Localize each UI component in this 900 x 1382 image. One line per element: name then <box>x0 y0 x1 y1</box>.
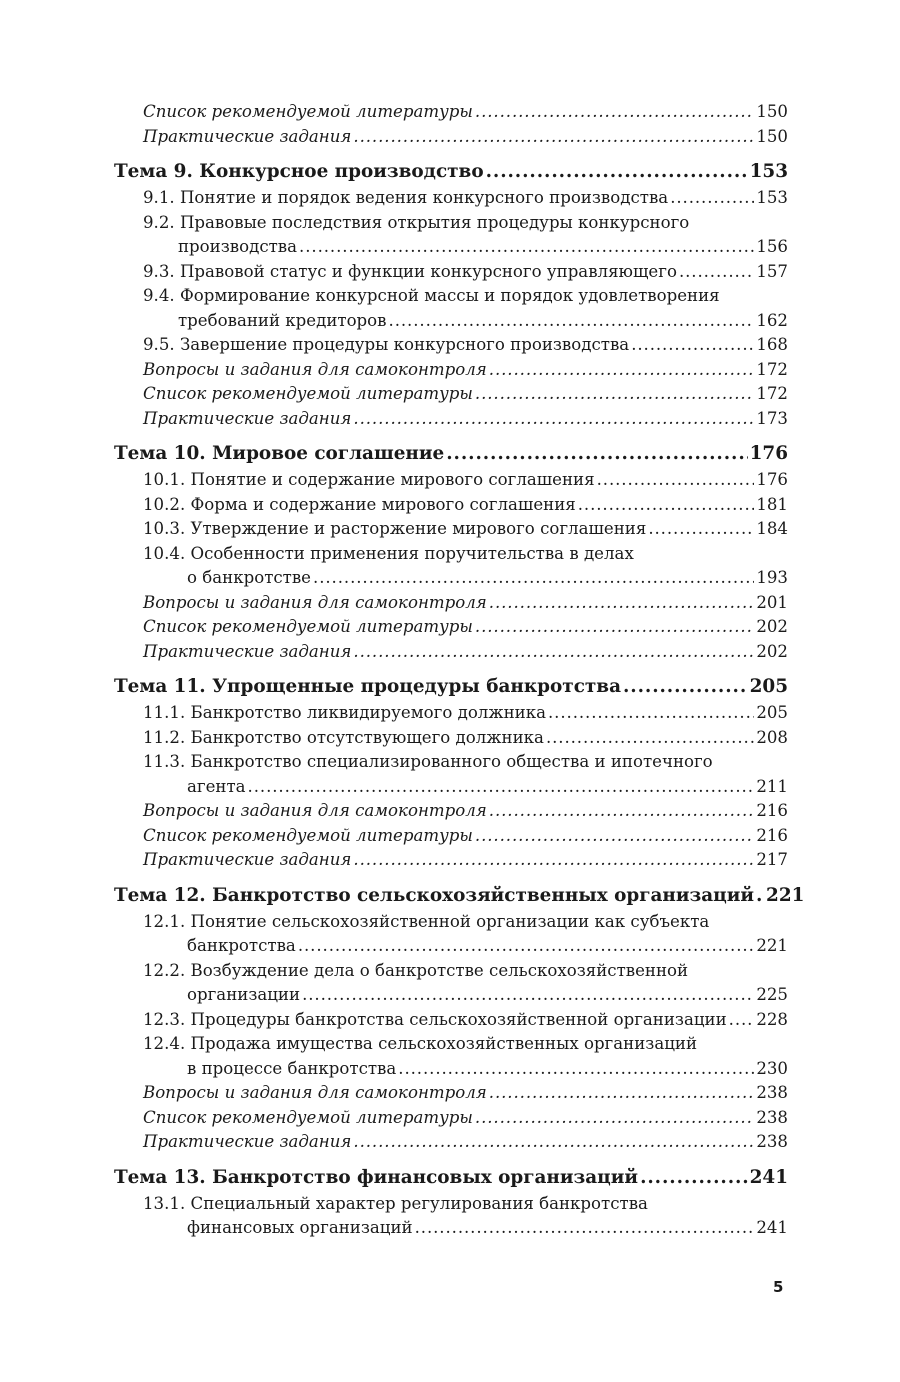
toc-entry-title: Вопросы и задания для самоконтроля <box>143 592 487 612</box>
toc-entry-line <box>143 726 788 751</box>
toc-page-number: 172 <box>756 359 788 379</box>
dot-leader <box>475 824 754 849</box>
dot-leader <box>475 615 754 640</box>
toc-topic-heading[interactable] <box>114 441 788 467</box>
toc-entry-line <box>143 566 788 591</box>
toc-section-item[interactable] <box>114 493 788 518</box>
toc-entry-line <box>114 441 788 467</box>
dot-leader <box>486 159 748 185</box>
toc-entry-line <box>143 1081 788 1106</box>
toc-entry-first-line: 11.3. Банкротство специализированного общества и ипотечного <box>143 752 713 771</box>
dot-leader <box>623 674 748 700</box>
toc-entry-title: Список рекомендуемой литературы <box>143 384 473 403</box>
toc-entry-title: 9.5. Завершение процедуры конкурсного производства <box>143 335 630 354</box>
dot-leader <box>389 309 755 334</box>
toc-entry-line <box>143 1008 788 1033</box>
toc-entry-line <box>143 615 788 640</box>
dot-leader <box>248 775 755 800</box>
toc-entry-line <box>143 1057 788 1082</box>
toc-section-item[interactable] <box>114 517 788 542</box>
toc-section-item[interactable] <box>114 726 788 751</box>
dot-leader <box>353 848 754 873</box>
toc-section-item[interactable] <box>114 750 788 799</box>
toc-entry-line <box>114 674 788 700</box>
toc-misc-item[interactable] <box>114 640 788 665</box>
toc-entry-title: Список рекомендуемой литературы <box>143 825 473 845</box>
toc-entry-line <box>143 775 788 800</box>
toc-page-number: 211 <box>756 776 788 796</box>
toc-entry-title: Список рекомендуемой литературы <box>143 1107 473 1127</box>
dot-leader <box>546 726 754 751</box>
toc-entry-title: 9.3. Правовой статус и функции конкурсного управляющего <box>143 261 677 281</box>
toc-page-number: 202 <box>756 641 788 661</box>
toc-entry-title: банкротства <box>187 936 296 955</box>
toc-misc-item[interactable] <box>114 382 788 407</box>
toc-entry-line <box>143 701 788 726</box>
dot-leader <box>489 591 755 616</box>
toc-page-number: 181 <box>756 494 788 514</box>
toc-entry-title: Вопросы и задания для самоконтроля <box>143 801 487 820</box>
dot-leader <box>475 1106 754 1131</box>
toc-entry-line <box>143 493 788 518</box>
toc-page-number: 216 <box>756 825 788 845</box>
dot-leader <box>415 1216 755 1241</box>
table-of-contents <box>114 100 805 1241</box>
toc-entry-title: Список рекомендуемой литературы <box>143 102 473 121</box>
toc-page-number: 241 <box>749 1166 788 1188</box>
toc-entry-line <box>114 159 788 185</box>
dot-leader <box>446 441 747 467</box>
dot-leader <box>475 382 754 407</box>
toc-section-item[interactable] <box>114 959 788 1008</box>
dot-leader <box>475 100 754 125</box>
page-number: 5 <box>773 1278 784 1296</box>
toc-entry-line <box>143 640 788 665</box>
toc-page-number: 172 <box>756 384 788 403</box>
dot-leader <box>489 1081 755 1106</box>
toc-section-item[interactable] <box>114 542 788 591</box>
toc-entry-title: агента <box>187 776 246 796</box>
dot-leader <box>353 640 754 665</box>
toc-entry-line <box>143 125 788 150</box>
toc-misc-item[interactable] <box>114 407 788 432</box>
toc-section-item[interactable] <box>114 186 788 211</box>
toc-page-number: 225 <box>756 985 788 1004</box>
toc-entry-line <box>143 934 788 959</box>
toc-entry-line <box>143 333 788 358</box>
toc-section-item[interactable] <box>114 1192 788 1241</box>
dot-leader <box>548 701 754 726</box>
toc-entry-line <box>143 358 788 383</box>
toc-entry-line <box>114 883 805 909</box>
dot-leader <box>640 1165 748 1191</box>
toc-page-number: 156 <box>756 237 788 256</box>
toc-misc-item[interactable] <box>114 125 788 150</box>
toc-section-item[interactable] <box>114 1032 788 1081</box>
toc-entry-title: производства <box>178 237 298 256</box>
toc-page-number: 217 <box>756 850 788 869</box>
toc-page-number: 208 <box>756 727 788 747</box>
toc-section-item[interactable] <box>114 468 788 493</box>
toc-page-number: 162 <box>756 310 788 330</box>
dot-leader <box>578 493 755 518</box>
toc-entry-title: 10.3. Утверждение и расторжение мирового соглашения <box>143 519 647 538</box>
dot-leader <box>670 186 754 211</box>
toc-entry-first-line: 12.1. Понятие сельскохозяйственной организации как субъекта <box>143 911 710 931</box>
toc-misc-item[interactable] <box>114 100 788 125</box>
toc-entry-line <box>143 309 788 334</box>
toc-entry-title: 10.2. Форма и содержание мирового соглашения <box>143 494 576 514</box>
toc-entry-line <box>143 1106 788 1131</box>
toc-entry-title: Практические задания <box>143 850 352 869</box>
toc-entry-line <box>143 591 788 616</box>
toc-entry-first-line: 13.1. Специальный характер регулирования банкротства <box>143 1193 648 1213</box>
toc-page-number: 221 <box>756 936 788 955</box>
toc-page-number: 201 <box>756 592 788 612</box>
dot-leader <box>679 260 754 285</box>
toc-section-item[interactable] <box>114 333 788 358</box>
toc-topic-heading[interactable] <box>114 883 805 909</box>
toc-misc-item[interactable] <box>114 1130 788 1155</box>
toc-entry-title: Тема 12. Банкротство сельскохозяйственных организаций <box>114 884 755 906</box>
toc-section-item[interactable] <box>114 211 788 260</box>
toc-page-number: 205 <box>749 676 788 697</box>
toc-entry-line <box>143 799 788 824</box>
toc-entry-title: 11.2. Банкротство отсутствующего должника <box>143 727 544 747</box>
toc-entry-title: Тема 10. Мировое соглашение <box>114 443 445 464</box>
toc-entry-first-line: 10.4. Особенности применения поручительства в делах <box>143 543 634 563</box>
toc-entry-line <box>143 382 788 407</box>
toc-entry-title: Тема 13. Банкротство финансовых организаций <box>114 1166 639 1188</box>
toc-entry-title: Тема 11. Упрощенные процедуры банкротства <box>114 676 621 697</box>
toc-entry-title: 9.1. Понятие и порядок ведения конкурсного производства <box>143 188 669 207</box>
dot-leader <box>489 358 755 383</box>
toc-entry-title: организации <box>187 985 301 1004</box>
dot-leader <box>353 125 754 150</box>
toc-entry-title: 12.3. Процедуры банкротства сельскохозяйственной организации <box>143 1009 727 1029</box>
dot-leader <box>756 883 764 909</box>
toc-entry-line <box>143 100 788 125</box>
toc-entry-line <box>143 517 788 542</box>
toc-page-number: 238 <box>756 1083 788 1102</box>
toc-entry-first-line: 9.4. Формирование конкурсной массы и порядок удовлетворения <box>143 286 720 305</box>
toc-entry-title: Практические задания <box>143 126 352 146</box>
toc-page-number: 150 <box>756 102 788 121</box>
toc-entry-line <box>143 1216 788 1241</box>
toc-page-number: 238 <box>756 1107 788 1127</box>
toc-entry-title: Практические задания <box>143 408 352 428</box>
toc-page-number: 238 <box>756 1132 788 1151</box>
dot-leader <box>729 1008 755 1033</box>
toc-entry-line <box>143 468 788 493</box>
dot-leader <box>631 333 754 358</box>
toc-page-number: 157 <box>756 261 788 281</box>
toc-misc-item[interactable] <box>114 824 788 849</box>
dot-leader <box>299 235 754 260</box>
toc-misc-item[interactable] <box>114 358 788 383</box>
toc-page-number: 150 <box>756 126 788 146</box>
toc-entry-title: Тема 9. Конкурсное производство <box>114 161 484 182</box>
dot-leader <box>353 407 754 432</box>
toc-entry-line <box>143 260 788 285</box>
dot-leader <box>302 983 754 1008</box>
toc-page-number: 230 <box>756 1058 788 1078</box>
toc-misc-item[interactable] <box>114 848 788 873</box>
toc-page-number: 228 <box>756 1009 788 1029</box>
toc-entry-first-line: 9.2. Правовые последствия открытия процедуры конкурсного <box>143 212 690 232</box>
toc-entry-title: Практические задания <box>143 641 352 661</box>
toc-misc-item[interactable] <box>114 799 788 824</box>
toc-entry-line <box>143 235 788 260</box>
toc-entry-title: о банкротстве <box>187 568 312 587</box>
toc-misc-item[interactable] <box>114 615 788 640</box>
toc-page-number: 168 <box>756 335 788 354</box>
toc-page-number: 153 <box>756 188 788 207</box>
toc-section-item[interactable] <box>114 284 788 333</box>
toc-section-item[interactable] <box>114 910 788 959</box>
toc-page-number: 241 <box>756 1218 788 1237</box>
toc-entry-title: требований кредиторов <box>178 310 387 330</box>
toc-page-number: 221 <box>766 884 805 906</box>
toc-entry-first-line: 12.2. Возбуждение дела о банкротстве сельскохозяйственной <box>143 960 689 980</box>
toc-entry-title: Практические задания <box>143 1132 352 1151</box>
toc-entry-title: 11.1. Банкротство ликвидируемого должника <box>143 703 546 722</box>
toc-section-item[interactable] <box>114 1008 788 1033</box>
toc-misc-item[interactable] <box>114 591 788 616</box>
toc-section-item[interactable] <box>114 701 788 726</box>
toc-entry-line <box>143 848 788 873</box>
toc-page-number: 193 <box>756 568 788 587</box>
toc-entry-line <box>143 983 788 1008</box>
toc-page-number: 216 <box>756 801 788 820</box>
toc-entry-line <box>143 1130 788 1155</box>
toc-entry-line <box>143 824 788 849</box>
toc-entry-title: в процессе банкротства <box>187 1058 397 1078</box>
toc-entry-title: финансовых организаций <box>187 1218 413 1237</box>
toc-page-number: 176 <box>756 470 788 489</box>
dot-leader <box>648 517 754 542</box>
toc-entry-title: 10.1. Понятие и содержание мирового соглашения <box>143 470 595 489</box>
toc-topic-heading[interactable] <box>114 1165 788 1191</box>
toc-entry-title: Вопросы и задания для самоконтроля <box>143 1083 487 1102</box>
dot-leader <box>313 566 754 591</box>
dot-leader <box>298 934 754 959</box>
dot-leader <box>489 799 755 824</box>
toc-page-number: 184 <box>756 519 788 538</box>
toc-misc-item[interactable] <box>114 1081 788 1106</box>
toc-entry-first-line: 12.4. Продажа имущества сельскохозяйственных организаций <box>143 1034 698 1053</box>
toc-misc-item[interactable] <box>114 1106 788 1131</box>
dot-leader <box>353 1130 754 1155</box>
toc-page-number: 176 <box>749 443 788 464</box>
toc-topic-heading[interactable] <box>114 159 788 185</box>
toc-entry-title: Список рекомендуемой литературы <box>143 617 473 636</box>
toc-topic-heading[interactable] <box>114 674 788 700</box>
toc-page-number: 205 <box>756 703 788 722</box>
toc-entry-line <box>143 407 788 432</box>
toc-page-number: 202 <box>756 617 788 636</box>
toc-page-number: 173 <box>756 408 788 428</box>
toc-entry-title: Вопросы и задания для самоконтроля <box>143 359 487 379</box>
toc-entry-line <box>143 186 788 211</box>
toc-entry-line <box>114 1165 788 1191</box>
toc-page-number: 153 <box>749 161 788 182</box>
dot-leader <box>597 468 755 493</box>
toc-section-item[interactable] <box>114 260 788 285</box>
dot-leader <box>398 1057 754 1082</box>
